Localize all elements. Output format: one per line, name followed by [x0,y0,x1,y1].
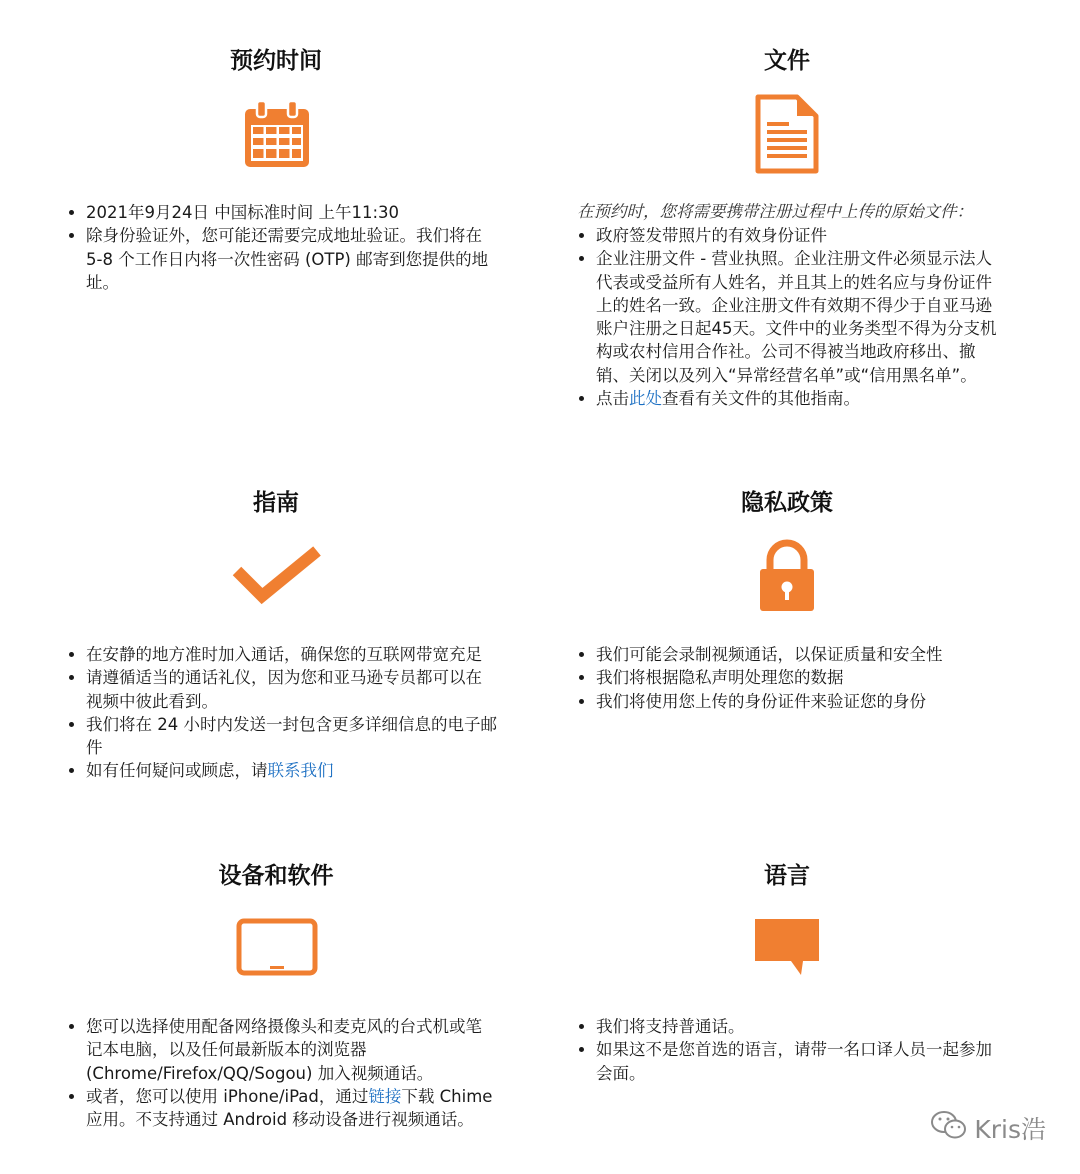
document-icon [755,94,819,174]
appointment-title: 预约时间 [230,48,322,74]
calendar-icon [242,101,312,169]
chime-download-link[interactable]: 链接 [368,1086,402,1106]
language-list [576,1015,1008,1085]
guide-prefix: 点击 [596,389,629,409]
list-item: • 我们将使用您上传的身份证件来验证您的身份 [596,690,1008,713]
alt-suffix: 下载 Chime 应用。不支持通过 Android 移动设备进行视频通话。 [86,1086,493,1130]
checkmark-icon [231,545,323,607]
contact-prefix: 如有任何疑问或顾虑，请 [86,761,268,781]
list-item: • 2021年9月24日 中国标准时间 上午11:30 [86,201,498,224]
watermark [930,1110,1046,1146]
devices-list [66,1015,498,1131]
privacy-title: 隐私政策 [741,490,833,516]
list-item: • 如果这不是您首选的语言，请带一名口译人员一起参加会面。 [596,1038,1008,1085]
list-item: • 政府签发带照片的有效身份证件 [596,224,1008,247]
lock-icon [758,539,816,613]
list-item: • 您可以选择使用配备网络摄像头和麦克风的台式机或笔记本电脑，以及任何最新版本的浏览器 (Chrome/Firefox/QQ/Sogou) 加入视频通话。 [86,1015,498,1085]
alt-prefix: 或者，您可以使用 iPhone/iPad，通过 [86,1086,369,1106]
list-item: • 我们将支持普通话。 [596,1015,1008,1038]
list-item: • 我们将在 24 小时内发送一封包含更多详细信息的电子邮件 [86,713,498,760]
list-item [86,759,498,782]
documents-note: 在预约时，您将需要携带注册过程中上传的原始文件： [577,202,973,221]
guide-suffix: 查看有关文件的其他指南。 [662,389,860,409]
list-item: • 除身份验证外，您可能还需要完成地址验证。我们将在 5-8 个工作日内将一次性密码 (OTP) 邮寄到您提供的地址。 [86,224,498,294]
list-item [596,387,1008,410]
list-item: • 企业注册文件 - 营业执照。企业注册文件必须显示法人代表或受益所有人姓名，并且其上的姓名应与身份证件上的姓名一致。企业注册文件有效期不得少于自亚马逊账户注册之日起45天。文件中的业务类型不得为分支机构或农村信用合作社。公司不得被当地政府移出、撤销、关闭以及列入“异常经营名单”或“信用黑名单”。 [596,247,1008,387]
documents-list [576,224,1008,410]
documents-title: 文件 [764,48,810,74]
privacy-list [576,643,1008,713]
list-item: • 在安静的地方准时加入通话，确保您的互联网带宽充足 [86,643,498,666]
list-item [86,1085,498,1132]
watermark-text: Kris浩 [974,1115,1046,1144]
list-item: • 我们可能会录制视频通话，以保证质量和安全性 [596,643,1008,666]
guide-title: 指南 [253,490,299,516]
guide-list [66,643,498,783]
wechat-icon [930,1110,968,1146]
speech-bubble-icon [753,917,821,977]
list-item: • 请遵循适当的通话礼仪，因为您和亚马逊专员都可以在视频中彼此看到。 [86,666,498,713]
tablet-icon [236,918,318,976]
contact-us-link[interactable]: 联系我们 [267,761,334,781]
language-title: 语言 [764,863,810,889]
appointment-list [66,201,498,294]
devices-title: 设备和软件 [218,863,334,889]
documents-guide-link[interactable]: 此处 [629,389,662,409]
list-item: • 我们将根据隐私声明处理您的数据 [596,666,1008,689]
